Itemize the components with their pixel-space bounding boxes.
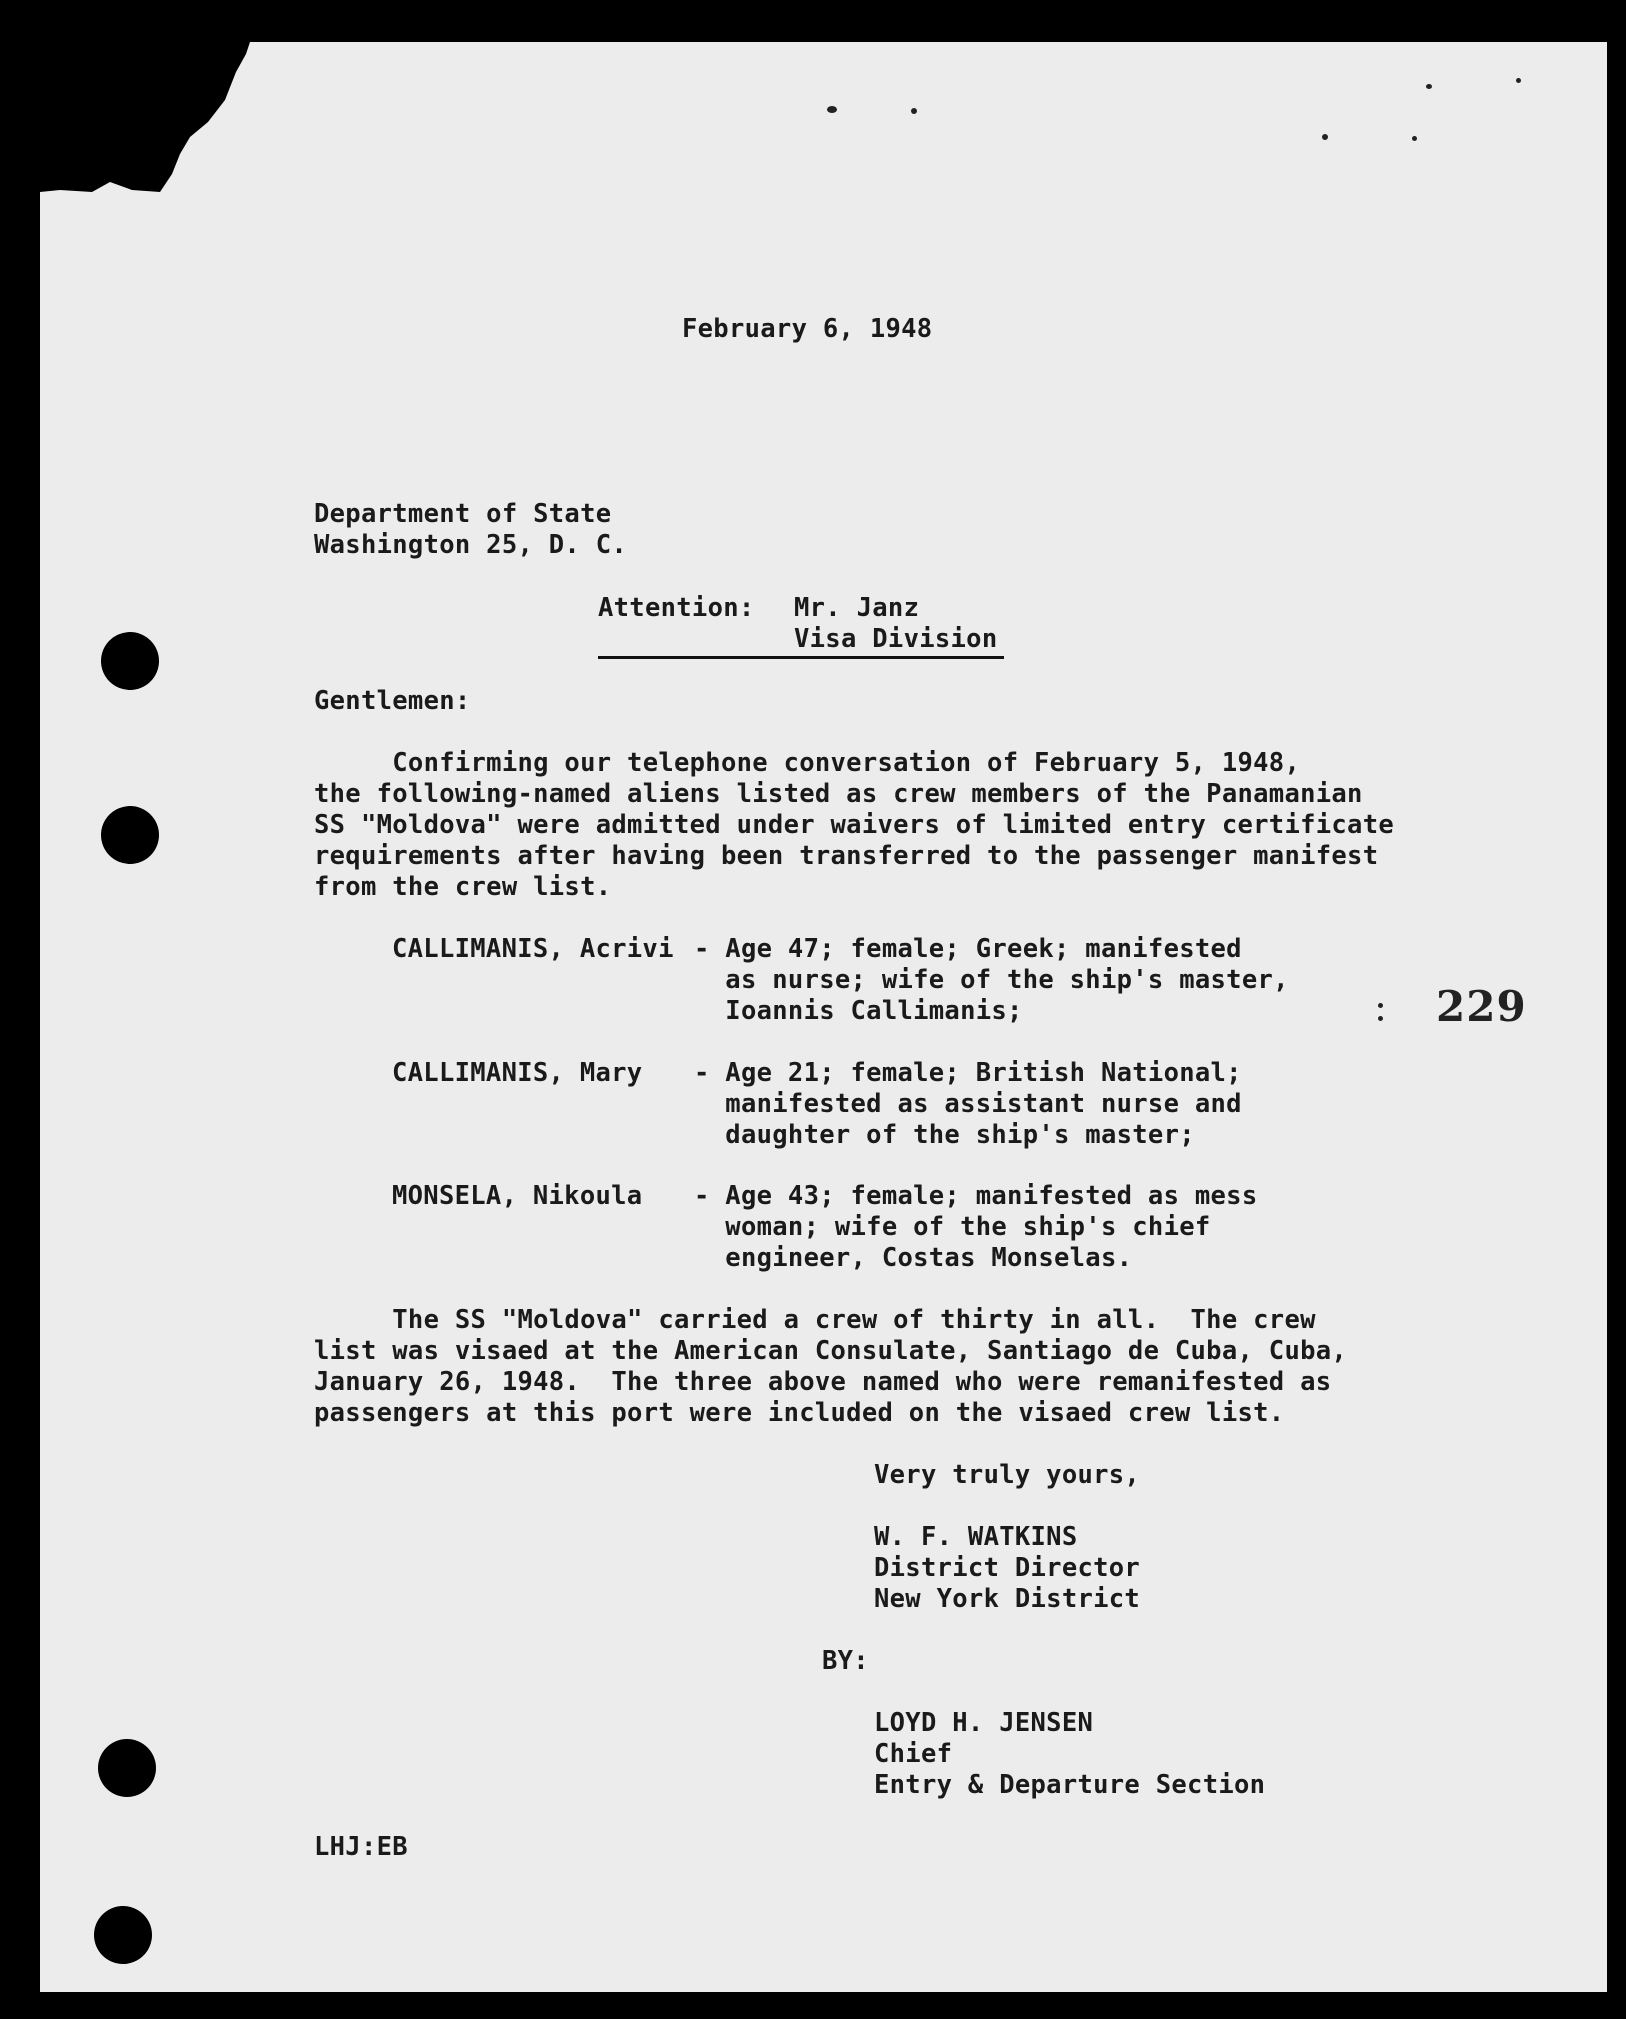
crew-detail-2-line-1: - Age 21; female; British National; — [694, 1058, 1242, 1088]
crew-name-1: CALLIMANIS, Acrivi — [392, 934, 674, 964]
speck — [1378, 1016, 1383, 1021]
crew-detail-3-line-3: engineer, Costas Monselas. — [694, 1243, 1133, 1273]
signer-1-office: New York District — [874, 1584, 1141, 1614]
paragraph-2-line-3: January 26, 1948. The three above named who were remanifested as — [314, 1367, 1332, 1397]
paragraph-1-line-2: the following-named aliens listed as crew members of the Panamanian — [314, 779, 1363, 809]
signer-2-office: Entry & Departure Section — [874, 1770, 1266, 1800]
crew-name-2: CALLIMANIS, Mary — [392, 1058, 643, 1088]
crew-detail-1-line-2: as nurse; wife of the ship's master, — [694, 965, 1289, 995]
crew-detail-1-line-3: Ioannis Callimanis; — [694, 996, 1023, 1026]
torn-corner — [40, 42, 250, 192]
speck — [1426, 84, 1432, 89]
crew-detail-2-line-2: manifested as assistant nurse and — [694, 1089, 1242, 1119]
paragraph-1-line-3: SS "Moldova" were admitted under waivers of limited entry certificate — [314, 810, 1395, 840]
closing: Very truly yours, — [874, 1460, 1141, 1490]
attention-name: Mr. Janz — [794, 593, 920, 623]
paragraph-2-line-4: passengers at this port were included on the visaed crew list. — [314, 1398, 1285, 1428]
signer-1-title: District Director — [874, 1553, 1141, 1583]
paragraph-1-line-4: requirements after having been transferred to the passenger manifest — [314, 841, 1379, 871]
punch-hole-1 — [101, 632, 159, 690]
signer-2-name: LOYD H. JENSEN — [874, 1708, 1094, 1738]
attention-underline — [598, 656, 1004, 659]
speck — [911, 108, 917, 114]
speck — [1412, 136, 1417, 141]
crew-detail-1-line-1: - Age 47; female; Greek; manifested — [694, 934, 1242, 964]
speck — [1516, 78, 1521, 83]
paragraph-2-line-1: The SS "Moldova" carried a crew of thirty in all. The crew — [314, 1305, 1316, 1335]
signer-2-title: Chief — [874, 1739, 953, 1769]
punch-hole-3 — [98, 1739, 156, 1797]
paragraph-1-line-5: from the crew list. — [314, 872, 612, 902]
salutation: Gentlemen: — [314, 686, 471, 716]
crew-detail-2-line-3: daughter of the ship's master; — [694, 1120, 1195, 1150]
by-label: BY: — [822, 1646, 869, 1676]
punch-hole-4 — [94, 1906, 152, 1964]
punch-hole-2 — [101, 806, 159, 864]
recipient-line-1: Department of State — [314, 499, 612, 529]
speck — [1322, 134, 1328, 140]
paragraph-2-line-2: list was visaed at the American Consulate, Santiago de Cuba, Cuba, — [314, 1336, 1348, 1366]
crew-detail-3-line-1: - Age 43; female; manifested as mess — [694, 1181, 1258, 1211]
speck — [827, 106, 837, 113]
attention-label: Attention: — [598, 593, 755, 623]
speck — [1378, 1003, 1383, 1008]
signer-1-name: W. F. WATKINS — [874, 1522, 1078, 1552]
letter-date: February 6, 1948 — [682, 314, 933, 344]
crew-detail-3-line-2: woman; wife of the ship's chief — [694, 1212, 1211, 1242]
crew-name-3: MONSELA, Nikoula — [392, 1181, 643, 1211]
reference-initials: LHJ:EB — [314, 1832, 408, 1862]
paragraph-1-line-1: Confirming our telephone conversation of February 5, 1948, — [314, 748, 1301, 778]
page-number-stamp: 229 — [1436, 982, 1527, 1031]
recipient-line-2: Washington 25, D. C. — [314, 530, 628, 560]
attention-division: Visa Division — [794, 624, 998, 654]
